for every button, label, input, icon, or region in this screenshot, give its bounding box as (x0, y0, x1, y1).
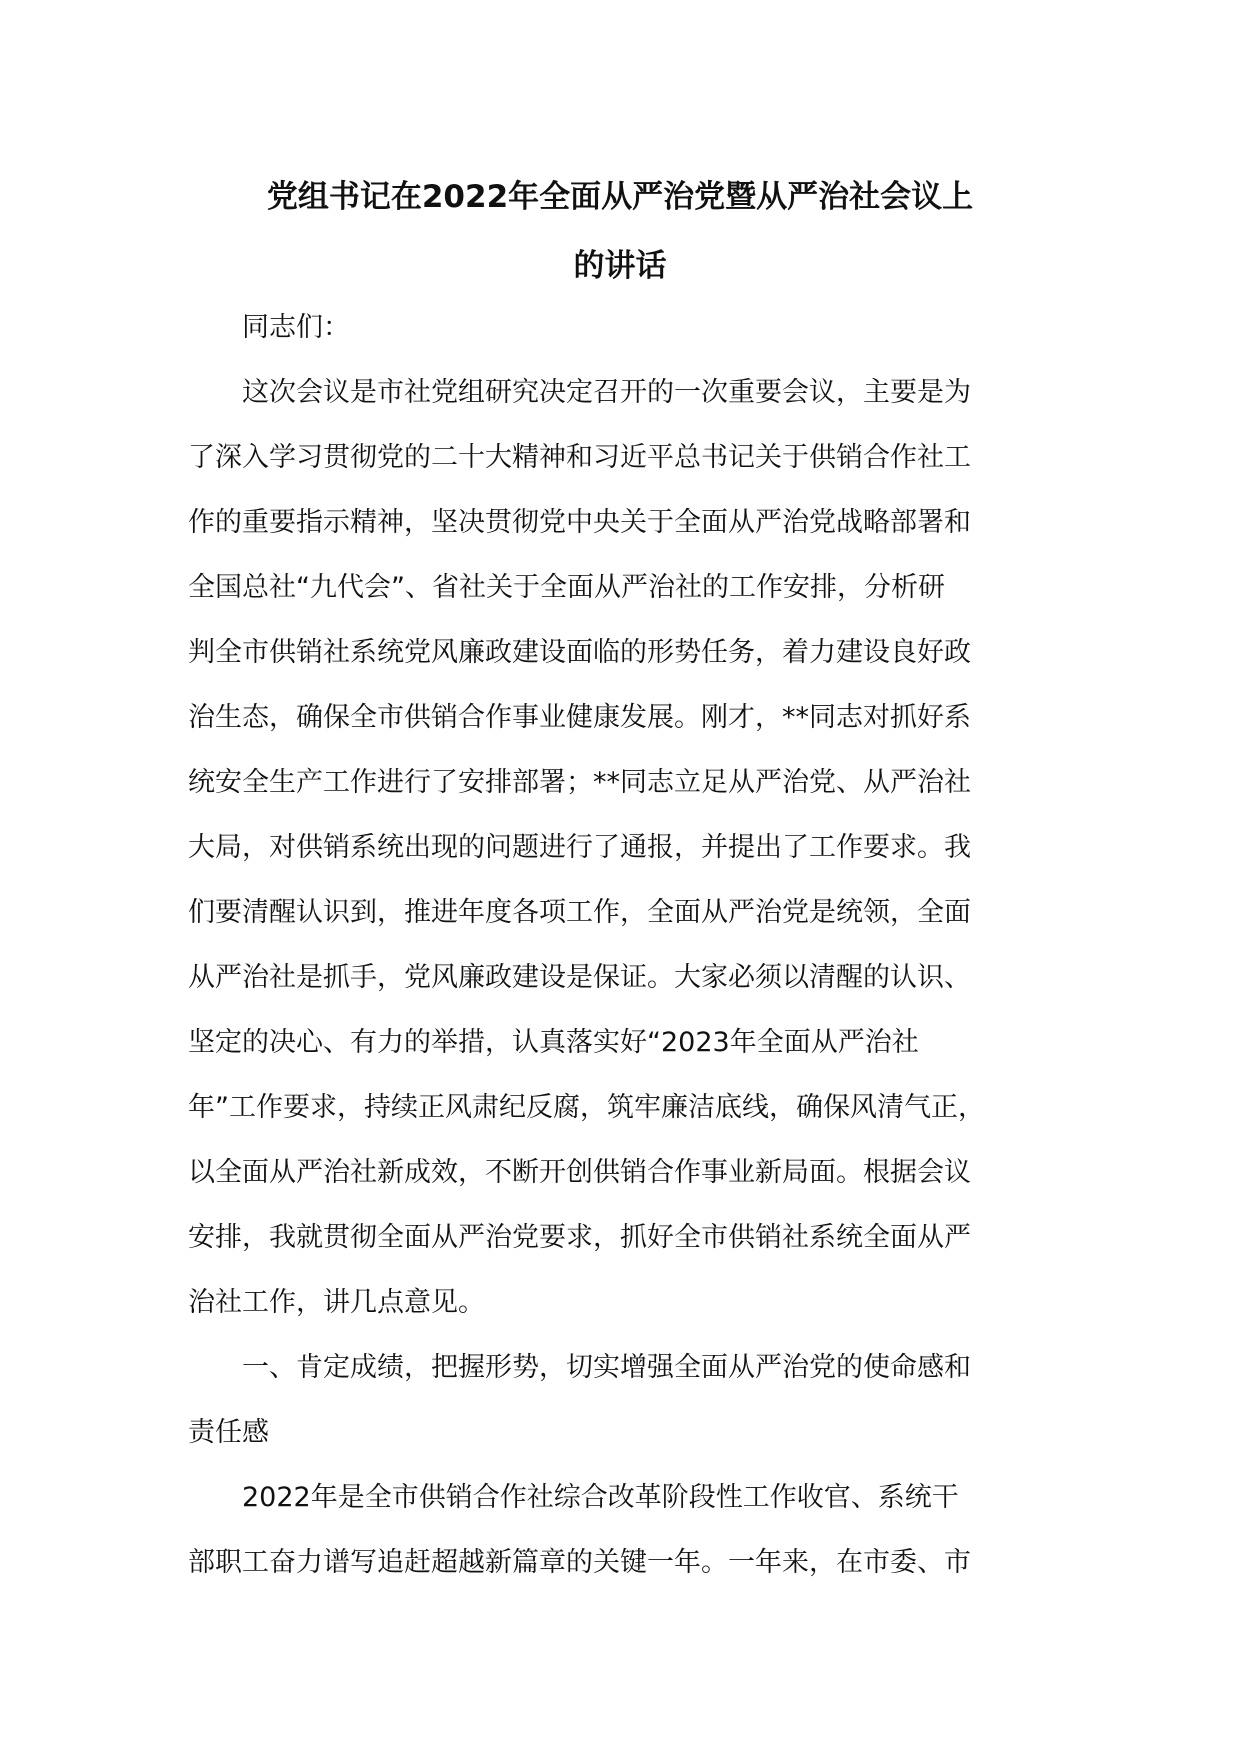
text-line: 作的重要指示精神，坚决贯彻党中央关于全面从严治党战略部署和 (188, 507, 971, 538)
text-line: 一、肯定成绩，把握形势，切实增强全面从严治党的使命感和 (242, 1352, 971, 1383)
text-line: 统安全生产工作进行了安排部署；**同志立足从严治党、从严治社 (188, 767, 971, 798)
text-line: 坚定的决心、有力的举措，认真落实好“2023年全面从严治社 (188, 1027, 919, 1058)
section-heading-paragraph (188, 1335, 1068, 1465)
text-line: 判全市供销社系统党风廉政建设面临的形势任务，着力建设良好政 (188, 637, 971, 668)
text-line: 全国总社“九代会”、省社关于全面从严治社的工作安排，分析研 (188, 572, 945, 603)
salutation-paragraph (188, 295, 1068, 360)
title-line-1: 党组书记在2022年全面从严治党暨从严治社会议上 (266, 179, 974, 215)
intro-paragraph (188, 360, 1068, 1335)
text-line: 2022年是全市供销合作社综合改革阶段性工作收官、系统干 (242, 1482, 959, 1513)
text-line: 从严治社是抓手，党风廉政建设是保证。大家必须以清醒的认识、 (188, 962, 971, 993)
text-line: 年”工作要求，持续正风肃纪反腐，筑牢廉洁底线，确保风清气正， (188, 1092, 985, 1123)
document-body (188, 295, 1068, 1595)
text-line: 大局，对供销系统出现的问题进行了通报，并提出了工作要求。我 (188, 832, 971, 863)
text-line: 安排，我就贯彻全面从严治党要求，抓好全市供销社系统全面从严 (188, 1222, 971, 1253)
text-line: 治社工作，讲几点意见。 (188, 1287, 485, 1318)
text-line: 了深入学习贯彻党的二十大精神和习近平总书记关于供销合作社工 (188, 442, 971, 473)
text-line: 治生态，确保全市供销合作事业健康发展。刚才，**同志对抓好系 (188, 702, 971, 733)
document-title (190, 163, 1050, 301)
text-line: 这次会议是市社党组研究决定召开的一次重要会议，主要是为 (242, 377, 971, 408)
text-line: 部职工奋力谱写追赶超越新篇章的关键一年。一年来，在市委、市 (188, 1547, 971, 1578)
text-line: 们要清醒认识到，推进年度各项工作，全面从严治党是统领，全面 (188, 897, 971, 928)
text-line: 同志们： (242, 312, 350, 343)
text-line: 责任感 (188, 1417, 269, 1448)
title-line-2: 的讲话 (573, 248, 667, 284)
text-line: 以全面从严治社新成效，不断开创供销合作事业新局面。根据会议 (188, 1157, 971, 1188)
body-paragraph (188, 1465, 1068, 1595)
